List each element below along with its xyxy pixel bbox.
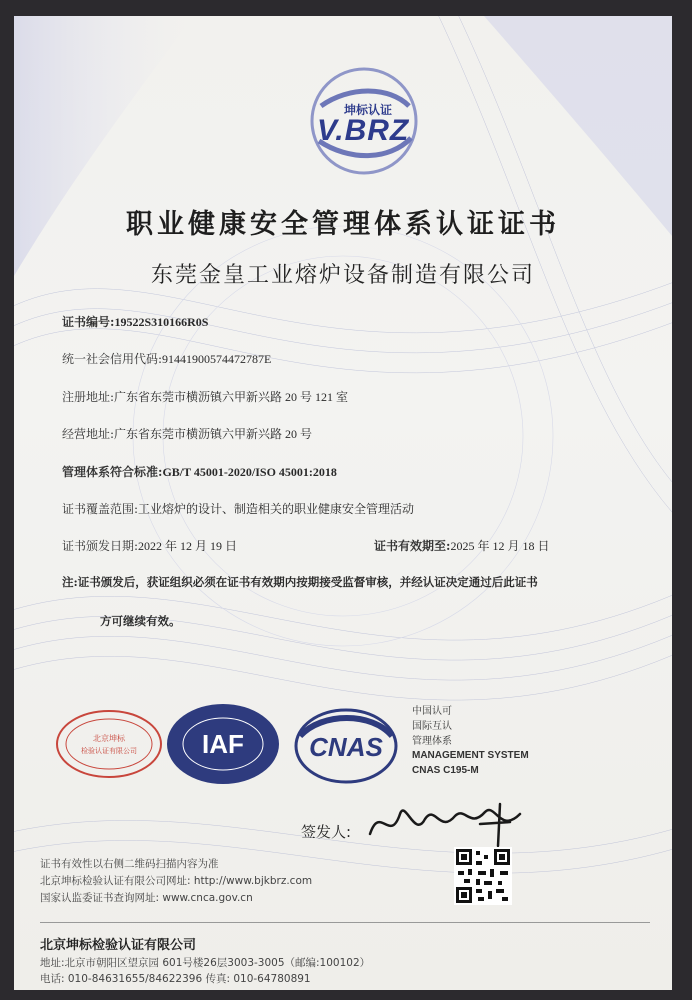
field-reg-address <box>62 388 348 405</box>
company-seal-stamp <box>54 708 164 780</box>
mr-line-1: 中国认可 <box>412 706 452 717</box>
field-standard <box>62 463 337 480</box>
logo-brand-text: 坤标认证 <box>344 103 393 117</box>
svg-text:IAF: IAF <box>202 729 244 759</box>
footer-divider <box>40 922 650 923</box>
field-label: 注册地址: <box>62 390 115 404</box>
signature <box>360 794 540 854</box>
certificate-title: 职业健康安全管理体系认证证书 <box>126 209 560 240</box>
footer-validity-note: 证书有效性以右侧二维码扫描内容为准 <box>40 858 219 870</box>
footer-address: 地址:北京市朝阳区望京园 601号楼26层3003-3005（邮编:100102） <box>40 957 371 969</box>
note-line-1: 注:证书颁发后，获证组织必须在证书有效期内按期接受监督审核，并经认证决定通过后此证书 <box>62 575 538 589</box>
field-scope <box>62 500 414 517</box>
field-value: 2022 年 12 月 19 日 <box>138 539 238 553</box>
svg-text:北京坤标: 北京坤标 <box>93 734 125 743</box>
field-credit-code <box>62 350 271 367</box>
field-value: 广东省东莞市横沥镇六甲新兴路 20 号 121 室 <box>114 390 349 404</box>
footer-website: 北京坤标检验认证有限公司网址: http://www.bjkbrz.com <box>40 875 313 887</box>
footer-phone-fax: 电话: 010-84631655/84622396 传真: 010-64780891 <box>40 973 311 985</box>
cnas-logo <box>292 706 400 786</box>
mr-line-2: 国际互认 <box>412 721 452 732</box>
field-valid-until <box>374 537 549 554</box>
signer-label: 签发人: <box>301 823 352 841</box>
mr-line-3: 管理体系 <box>412 736 452 747</box>
company-name: 东莞金皇工业熔炉设备制造有限公司 <box>150 263 535 288</box>
iaf-logo <box>164 701 282 787</box>
svg-text:检验认证有限公司: 检验认证有限公司 <box>81 747 137 755</box>
field-value: 2025 年 12 月 18 日 <box>450 539 550 553</box>
note-line-2: 方可继续有效。 <box>100 614 181 628</box>
qr-code <box>454 847 512 905</box>
field-cert-no <box>62 313 208 330</box>
field-label: 证书有效期至: <box>374 539 451 553</box>
field-value: GB/T 45001-2020/ISO 45001:2018 <box>162 465 337 479</box>
footer-organization: 北京坤标检验认证有限公司 <box>40 938 197 953</box>
field-biz-address <box>62 425 312 442</box>
logo-brand-code: V.BRZ <box>317 114 410 147</box>
field-label: 经营地址: <box>62 427 115 441</box>
field-value: 91441900574472787E <box>162 352 272 366</box>
field-label: 证书覆盖范围: <box>62 502 139 516</box>
field-label: 证书编号: <box>62 315 115 329</box>
field-label: 管理体系符合标准: <box>62 465 163 479</box>
field-value: 19522S310166R0S <box>114 315 209 329</box>
field-label: 证书颁发日期: <box>62 539 139 553</box>
field-value: 广东省东莞市横沥镇六甲新兴路 20 号 <box>114 427 313 441</box>
footer-cnca-website: 国家认监委证书查询网址: www.cnca.gov.cn <box>40 892 253 904</box>
svg-text:CNAS: CNAS <box>309 732 383 762</box>
field-value: 工业熔炉的设计、制造相关的职业健康安全管理活动 <box>138 502 415 516</box>
certificate-sheet <box>14 16 672 990</box>
mr-line-4: MANAGEMENT SYSTEM <box>412 750 529 761</box>
mr-line-5: CNAS C195-M <box>412 765 479 776</box>
field-label: 统一社会信用代码: <box>62 352 163 366</box>
field-issue-date <box>62 537 237 554</box>
